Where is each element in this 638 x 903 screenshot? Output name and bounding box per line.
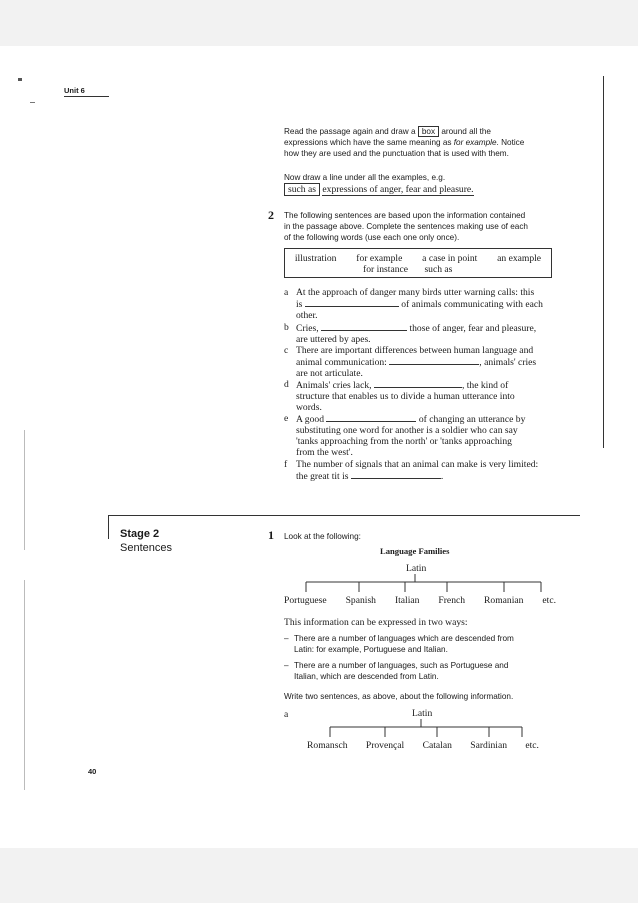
tree-leaves-1: Portuguese Spanish Italian French Romanian etc. xyxy=(284,595,556,606)
stage-title: Stage 2 xyxy=(120,528,160,540)
sentence-item: d Animals' cries lack, , the kind of structure that enables us to divide a human utterance into words. xyxy=(284,379,515,413)
sentence-item: e A good of changing an utterance by substituting one word for another is a soldier who can say 'tanks approaching from the north' or 'tanks approaching from the west'. xyxy=(284,413,526,458)
example-underlined: expressions of anger, fear and pleasure. xyxy=(322,184,474,195)
instruction-paragraph: Read the passage again and draw a box around all the expressions which have the same meaning as for example. Notice how they are used and the punctuation that is used with them. xyxy=(284,127,525,158)
box-example: box xyxy=(418,126,439,137)
exercise-number: 1 xyxy=(268,528,274,542)
instruction-underline: Now draw a line under all the examples, e.g. xyxy=(284,173,446,182)
write-instructions: Write two sentences, as above, about the following information. xyxy=(284,692,514,701)
bullet-item: – There are a number of languages, such as Portuguese and Italian, which are descended from Latin. xyxy=(284,661,509,681)
page-number: 40 xyxy=(88,767,97,776)
tree-root: Latin xyxy=(406,563,427,574)
tree-letter: a xyxy=(284,709,289,720)
sentence-item: c There are important differences between human language and animal communication: , animals' cries are not articulate. xyxy=(284,345,537,379)
tree-leaves-2: Romansch Provençal Catalan Sardinian etc. xyxy=(307,740,539,751)
such-as-box: such as xyxy=(284,183,320,196)
exercise-number: 2 xyxy=(268,208,274,222)
info-text: This information can be expressed in two ways: xyxy=(284,617,468,628)
tree-root: Latin xyxy=(412,708,433,719)
word-box-row2: for instance such as xyxy=(363,264,453,275)
stage-subtitle: Sentences xyxy=(120,542,172,554)
sentence-item: b Cries, those of anger, fear and pleasure, are uttered by apes. xyxy=(284,322,537,345)
bullet-item: – There are a number of languages which are descended from Latin: for example, Portuguese and Italian. xyxy=(284,634,514,654)
exercise-instructions: The following sentences are based upon the information contained in the passage above. Complete the sentences making use of each of the following words (use each one only once). xyxy=(284,211,528,242)
diagram-title: Language Families xyxy=(380,546,450,556)
sentence-item: f The number of signals that an animal can make is very limited: the great tit is . xyxy=(284,459,539,482)
unit-label: Unit 6 xyxy=(64,86,85,95)
exercise-instructions: Look at the following: xyxy=(284,532,361,541)
sentence-item: a At the approach of danger many birds utter warning calls: this is of animals communicating with each other. xyxy=(284,287,543,321)
word-box-row1: illustration for example a case in point an example xyxy=(294,253,542,264)
